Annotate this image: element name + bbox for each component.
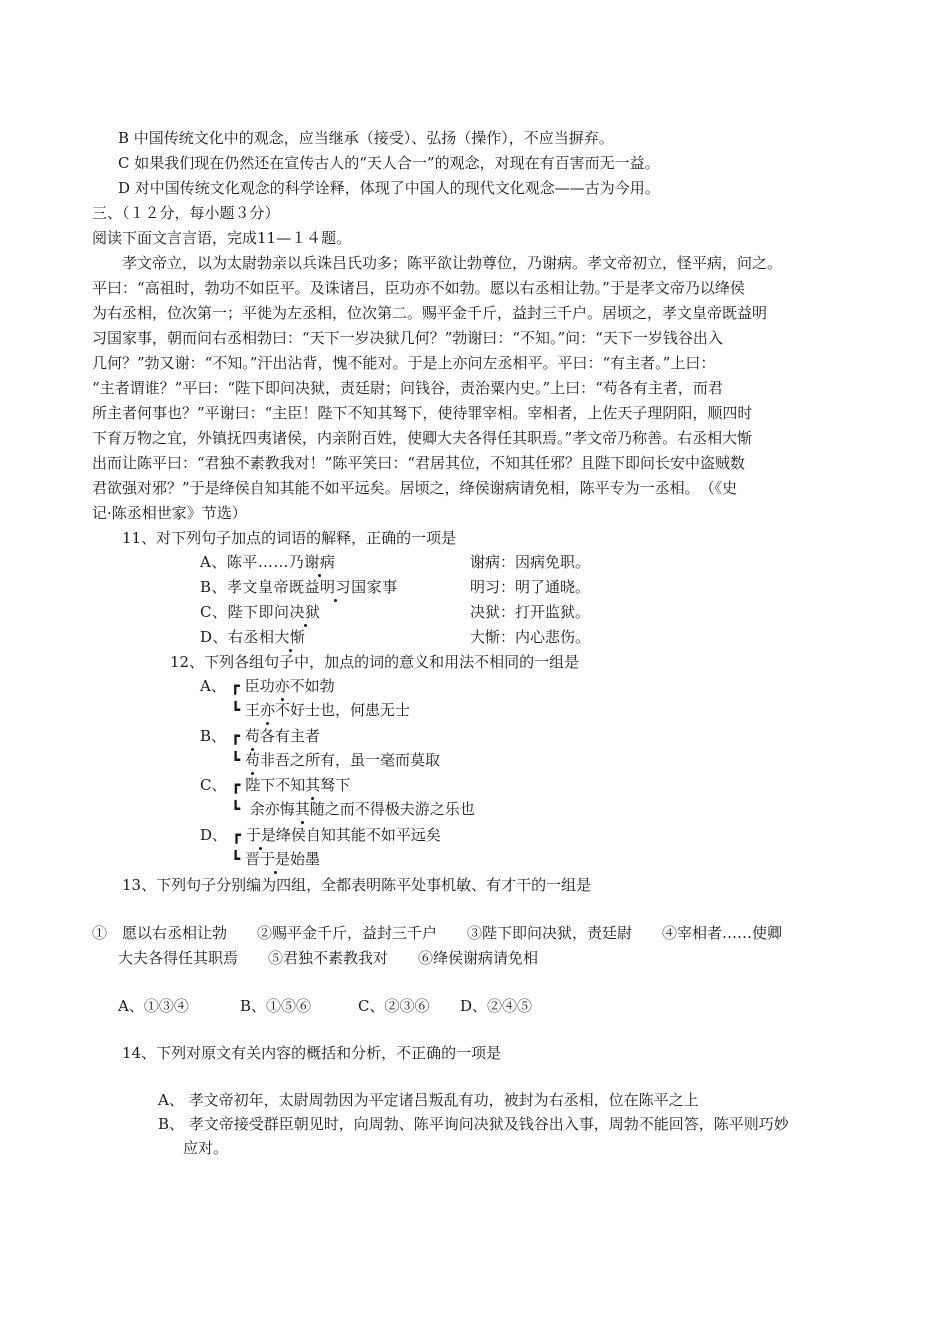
sentence-text: 王: [245, 701, 261, 719]
passage-line: 记·陈丞相世家》节选）: [92, 504, 247, 522]
sentence-text: 晋: [245, 850, 261, 868]
q12-group-c: [200, 775, 350, 795]
dotted-word: 其: [305, 776, 321, 794]
q13-choice-a: A、①③④: [118, 997, 189, 1015]
sentence-text: 随之而不得极夫游之乐也: [309, 800, 475, 818]
q14-option-b-cont: 应对。: [183, 1139, 229, 1157]
option-d-prev: D 对中国传统文化观念的科学诠释，体现了中国人的现代文化观念——古为今用。: [118, 179, 660, 197]
passage-line: 几何？”勃又谢：“不知。”汗出沾背，愧不能对。于是上亦问左丞相平。平曰：“有主者。”上曰：: [92, 354, 716, 372]
bracket-top-icon: ┏: [231, 776, 241, 794]
passage-line: 出而让陈平曰：“君独不素教我对！”陈平笑曰：“君居其位，不知其任邪？且陛下即问长安中盗贼数: [92, 454, 746, 472]
dotted-word: 亦: [260, 701, 276, 719]
bracket-bottom-icon: ┗: [231, 751, 241, 769]
option-label: D、: [200, 628, 229, 646]
sentence-text: 不如勃: [289, 677, 335, 695]
dotted-word: 亦: [274, 677, 290, 695]
q13-choice-b: B、①⑤⑥: [240, 997, 312, 1015]
sentence-text: 始墨: [290, 850, 321, 868]
sentence-text: 不好士也，何患无士: [275, 701, 411, 719]
dotted-word: 决狱: [289, 603, 321, 621]
sentence-text: 非吾之所有，虽一毫而莫取: [260, 751, 441, 769]
q12-group-b: [200, 726, 320, 746]
option-label: C、: [200, 603, 228, 621]
q12-group-c-line2: [231, 799, 475, 819]
bracket-bottom-icon: ┗: [231, 701, 241, 719]
group-label: B、: [200, 727, 227, 745]
option-label: A、: [200, 553, 227, 571]
option-text: 孝文皇帝既益: [227, 578, 321, 596]
passage-line: 平曰：“高祖时，勃功不如臣平。及诛诸吕，臣功亦不如勃。愿以右丞相让勃。”于是孝文帝乃以绛侯: [92, 279, 745, 297]
q14-stem: 14、下列对原文有关内容的概括和分析，不正确的一项是: [122, 1044, 502, 1062]
option-text: 国家事: [351, 578, 398, 596]
q13-items-line1: ① 愿以右丞相让勃 ②赐平金千斤，益封三千户 ③陛下即问决狱，责廷尉 ④宰相者……使卿: [92, 924, 783, 942]
q12-group-b-line2: [231, 750, 440, 770]
bracket-bottom-icon: ┗: [231, 850, 241, 868]
q12-stem: 12、下列各组句子中，加点的词的意义和用法不相同的一组是: [170, 653, 580, 671]
q14-option-b: B、 孝文帝接受群臣朝见时，向周勃、陈平询问决狱及钱谷出入事，周勃不能回答，陈平则巧妙: [158, 1115, 789, 1133]
q11-gloss-d: 大惭：内心悲伤。: [470, 628, 591, 646]
option-text: 陛下即问: [227, 603, 290, 621]
section-instruction: 阅读下面文言言语，完成11—１４题。: [92, 229, 352, 247]
sentence-text: 驽下: [320, 776, 351, 794]
sentence-text: 臣功: [244, 677, 275, 695]
dotted-word: 明习: [320, 578, 352, 596]
q11-option-c: [200, 602, 321, 622]
q11-gloss-a: 谢病：因病免职。: [470, 553, 591, 571]
sentence-text: 各有主者: [259, 727, 320, 745]
passage-line: 为右丞相，位次第一；平徙为左丞相，位次第二。赐平金千斤，益封三千户。居顷之，孝文皇帝既益明: [92, 304, 768, 322]
q11-gloss-c: 决狱：打开监狱。: [470, 603, 591, 621]
q11-option-d: [200, 627, 306, 647]
q11-option-b: [200, 577, 398, 597]
dotted-word: 苟: [244, 727, 260, 745]
q12-group-a: [200, 676, 335, 696]
group-label: A、: [200, 677, 226, 695]
bracket-top-icon: ┏: [230, 677, 240, 695]
q14-option-a: A、 孝文帝初年，太尉周勃因为平定诸吕叛乱有功，被封为右丞相，位在陈平之上: [158, 1091, 699, 1109]
dotted-word: 谢病: [304, 553, 336, 571]
group-label: D、: [200, 826, 228, 844]
dotted-word: 其: [294, 800, 310, 818]
dotted-word: 苟: [245, 751, 261, 769]
q13-choice-d: D、②④⑤: [460, 997, 533, 1015]
option-b-prev: B 中国传统文化中的观念，应当继承（接受）、弘扬（操作），不应当摒弃。: [118, 129, 614, 147]
passage-line: 孝文帝立，以为太尉勃亲以兵诛吕氏功多；陈平欲让勃尊位，乃谢病。孝文帝初立，怪平病，问之。: [122, 254, 783, 272]
q12-group-d-line2: [231, 849, 320, 869]
section-heading: 三、（１２分，每小题３分）: [92, 204, 280, 222]
sentence-text: 余亦悔: [245, 800, 295, 818]
option-label: B、: [200, 578, 228, 596]
passage-line: 所主者何事也？”平谢曰：“主臣！陛下不知其驽下，使待罪宰相。宰相者，上佐天子理阴阳，顺四时: [92, 404, 753, 422]
option-c-prev: C 如果我们现在仍然还在宣传古人的“天人合一”的观念，对现在有百害而无一益。: [118, 154, 660, 172]
passage-line: 君欲强对邪？”于是绛侯自知其能不如平远矣。居顷之，绛侯谢病请免相，陈平专为一丞相。 （《史: [92, 479, 738, 497]
option-text: 右丞相: [228, 628, 275, 646]
sentence-text: 陛下不知: [245, 776, 306, 794]
dotted-word: 于是: [245, 826, 276, 844]
dotted-word: 大惭: [274, 628, 306, 646]
option-text: 陈平……乃: [226, 553, 305, 571]
passage-line: 习国家事，朝而问右丞相勃曰：“天下一岁决狱几何？”勃谢曰：“不知。”问：“天下一岁钱谷出入: [92, 329, 723, 347]
q12-group-a-line2: [231, 700, 410, 720]
group-label: C、: [200, 776, 227, 794]
sentence-text: 绛侯自知其能不如平远矣: [275, 826, 441, 844]
q12-group-d: [200, 825, 441, 845]
q11-gloss-b: 明习：明了通晓。: [470, 578, 591, 596]
bracket-top-icon: ┏: [231, 826, 241, 844]
q13-stem: 13、下列句子分别编为四组，全都表明陈平处事机敏、有才干的一组是: [122, 876, 592, 894]
bracket-top-icon: ┏: [230, 727, 240, 745]
dotted-word: 于是: [260, 850, 291, 868]
bracket-bottom-icon: ┗: [231, 800, 241, 818]
q11-option-a: [200, 552, 335, 572]
q13-choice-c: C、②③⑥: [358, 997, 430, 1015]
passage-line: 下育万物之宜，外镇抚四夷诸侯，内亲附百姓，使卿大夫各得任其职焉。”孝文帝乃称善。右丞相大惭: [92, 429, 753, 447]
q13-items-line2: 大夫各得任其职焉 ⑤君独不素教我对 ⑥绛侯谢病请免相: [118, 949, 539, 967]
q11-stem: 11、对下列句子加点的词语的解释，正确的一项是: [122, 529, 457, 547]
passage-line: “主者谓谁？”平曰：“陛下即问决狱，责廷尉；问钱谷，责治粟内史。”上曰：“苟各有主者，而君: [92, 379, 723, 397]
